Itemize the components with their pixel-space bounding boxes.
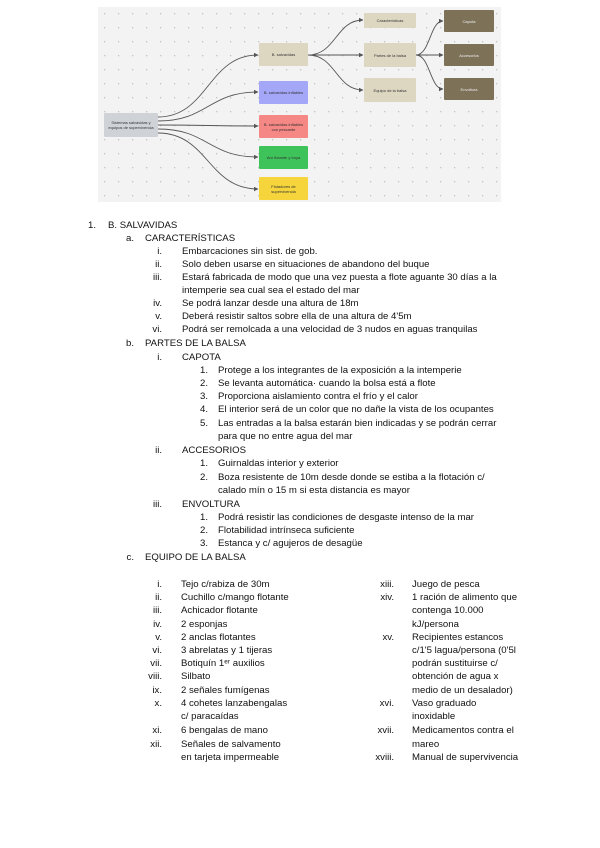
list-item: Deberá resistir saltos sobre ella de una altura de 4'5m xyxy=(182,311,412,322)
equipment-item-continuation: podrán sustituirse c/ xyxy=(412,658,498,669)
equipment-item: Silbato xyxy=(181,671,211,682)
node-caracteristicas: Características xyxy=(364,13,416,28)
list-roman: xvi. xyxy=(379,698,394,709)
node-flotadores: Flotadores de supervivencia xyxy=(259,177,308,200)
list-item: Boza resistente de 10m desde donde se estiba a la flotación c/ xyxy=(218,472,485,483)
list-number: 4. xyxy=(199,404,208,415)
equipment-item: Achicador flotante xyxy=(181,605,258,616)
equipment-item: 4 cohetes lanzabengalas xyxy=(181,698,288,709)
list-item-continuation: intemperie sea cual sea el estado del mar xyxy=(182,285,360,296)
list-roman: vi. xyxy=(152,645,162,656)
list-item: Las entradas a la balsa estarán bien indicadas y se podrán cerrar xyxy=(218,418,497,429)
subsection-title: CARACTERÍSTICAS xyxy=(145,233,236,244)
list-number: 1. xyxy=(199,512,208,523)
equipment-item: Recipientes estancos xyxy=(412,632,504,643)
list-roman: iii. xyxy=(152,272,162,283)
equipment-item-continuation: mareo xyxy=(412,739,440,750)
list-number: 5. xyxy=(199,418,208,429)
equipment-item: 6 bengalas de mano xyxy=(181,725,268,736)
list-item: Podrá ser remolcada a una velocidad de 3 nudos en aguas tranquilas xyxy=(182,324,478,335)
equipment-item-continuation: obtención de agua x xyxy=(412,671,499,682)
list-number: 1. xyxy=(199,365,208,376)
list-roman: vii. xyxy=(150,658,162,669)
list-number: 2. xyxy=(199,378,208,389)
equipment-item-continuation: kJ/persona xyxy=(412,619,459,630)
equipment-item: Botiquín 1ᵉʳ auxilios xyxy=(181,658,265,669)
list-item: Protege a los integrantes de la exposición a la intemperie xyxy=(218,365,462,376)
list-item: Podrá resistir las condiciones de desgaste intenso de la mar xyxy=(218,512,474,523)
part-title: ACCESORIOS xyxy=(182,445,246,456)
node-capota: Capota xyxy=(444,10,494,32)
equipment-item: 1 ración de alimento que xyxy=(412,592,518,603)
list-number: 1. xyxy=(87,220,96,231)
mind-map-diagram xyxy=(98,7,501,202)
equipment-item: 3 abrelatas y 1 tijeras xyxy=(181,645,273,656)
equipment-item-continuation: medio de un desalador) xyxy=(412,685,513,696)
equipment-item-continuation: c/ paracaídas xyxy=(181,711,239,722)
list-item: Solo deben usarse en situaciones de abandono del buque xyxy=(182,259,430,270)
list-item-continuation: para que no entre agua del mar xyxy=(218,431,353,442)
list-roman: ix. xyxy=(152,685,162,696)
list-item: Se podrá lanzar desde una altura de 18m xyxy=(182,298,359,309)
subsection-title: EQUIPO DE LA BALSA xyxy=(145,552,246,563)
list-roman: viii. xyxy=(148,671,162,682)
list-roman: vi. xyxy=(152,324,162,335)
list-roman: xii. xyxy=(150,739,162,750)
list-number: 3. xyxy=(199,391,208,402)
list-roman: iii. xyxy=(152,499,162,510)
list-letter: b. xyxy=(125,338,134,349)
list-item: Guirnaldas interior y exterior xyxy=(218,458,339,469)
equipment-item: Vaso graduado xyxy=(412,698,477,709)
list-roman: v. xyxy=(155,632,162,643)
list-number: 2. xyxy=(199,525,208,536)
list-roman: iv. xyxy=(153,619,162,630)
node-inflables: B. salvavidas inflables xyxy=(259,81,308,104)
node-partes: Partes de la balsa xyxy=(364,43,416,67)
equipment-item: 2 anclas flotantes xyxy=(181,632,256,643)
list-letter: a. xyxy=(125,233,134,244)
list-roman: v. xyxy=(155,311,162,322)
list-item: Se levanta automática· cuando la bolsa está a flote xyxy=(218,378,436,389)
equipment-item: Medicamentos contra el xyxy=(412,725,514,736)
mind-map-canvas xyxy=(98,7,501,202)
list-roman: xvii. xyxy=(377,725,394,736)
list-roman: i. xyxy=(157,579,162,590)
node-salvavidas: B. salvavidas xyxy=(259,43,308,66)
equipment-item-continuation: en tarjeta impermeable xyxy=(181,752,280,763)
list-number: 3. xyxy=(199,538,208,549)
node-aro-boya: Aro flotante y boya xyxy=(259,146,308,169)
equipment-item: Juego de pesca xyxy=(412,579,480,590)
list-item-continuation: calado mín o 15 m si esta distancia es mayor xyxy=(218,485,410,496)
list-roman: xi. xyxy=(152,725,162,736)
list-roman: i. xyxy=(157,246,162,257)
list-roman: xiii. xyxy=(380,579,394,590)
list-roman: ii. xyxy=(155,592,162,603)
node-inflables-pescante: B. salvavidas inflables con pescante xyxy=(259,115,308,138)
list-roman: xv. xyxy=(382,632,394,643)
node-equipo: Equipo de la balsa xyxy=(364,78,416,102)
list-item: Estanca y c/ agujeros de desagüe xyxy=(218,538,363,549)
list-roman: xviii. xyxy=(375,752,394,763)
list-roman: xiv. xyxy=(380,592,394,603)
equipment-item: Cuchillo c/mango flotante xyxy=(181,592,289,603)
equipment-item: Tejo c/rabiza de 30m xyxy=(181,579,270,590)
node-root: Sistemas salvavidas y equipos de supervivencia xyxy=(104,113,158,137)
equipment-item-continuation: contenga 10.000 xyxy=(412,605,484,616)
equipment-item-continuation: inoxidable xyxy=(412,711,456,722)
list-roman: x. xyxy=(154,698,162,709)
list-letter: c. xyxy=(126,552,134,563)
equipment-item: Señales de salvamento xyxy=(181,739,281,750)
list-roman: ii. xyxy=(155,445,162,456)
list-item: El interior será de un color que no dañe la vista de los ocupantes xyxy=(218,404,494,415)
list-item: Proporciona aislamiento contra el frío y el calor xyxy=(218,391,418,402)
list-roman: ii. xyxy=(155,259,162,270)
node-accesorios: Accesorios xyxy=(444,44,494,66)
section-title: B. SALVAVIDAS xyxy=(108,220,178,231)
list-number: 2. xyxy=(199,472,208,483)
part-title: CAPOTA xyxy=(182,352,221,363)
equipment-item: Manual de supervivencia xyxy=(412,752,519,763)
part-title: ENVOLTURA xyxy=(182,499,240,510)
equipment-item: 2 señales fumígenas xyxy=(181,685,270,696)
list-item: Estará fabricada de modo que una vez puesta a flote aguante 30 días a la xyxy=(182,272,497,283)
list-item: Embarcaciones sin sist. de gob. xyxy=(182,246,318,257)
list-roman: iii. xyxy=(152,605,162,616)
equipment-item-continuation: c/1'5 lagua/persona (0'5l xyxy=(412,645,516,656)
list-roman: i. xyxy=(157,352,162,363)
list-item: Flotabilidad intrínseca suficiente xyxy=(218,525,355,536)
subsection-title: PARTES DE LA BALSA xyxy=(145,338,246,349)
list-number: 1. xyxy=(199,458,208,469)
node-envoltura: Envoltura xyxy=(444,78,494,100)
equipment-item: 2 esponjas xyxy=(181,619,228,630)
list-roman: iv. xyxy=(153,298,162,309)
